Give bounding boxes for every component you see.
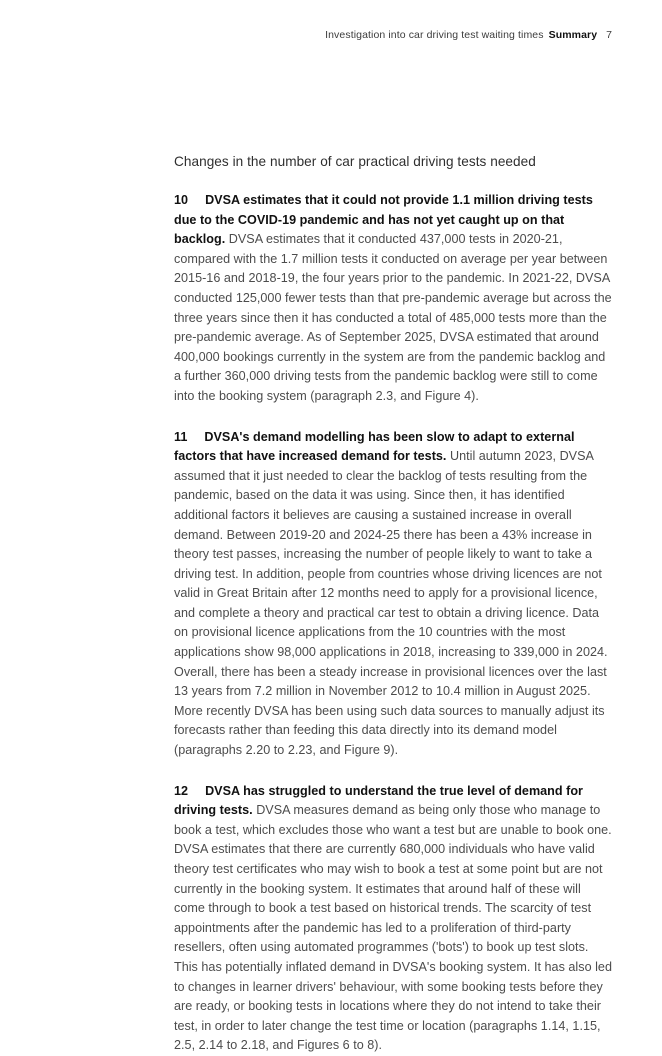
paragraph-number: 12: [174, 783, 189, 798]
page-number: 7: [606, 29, 612, 41]
paragraph-body: DVSA estimates that it conducted 437,000 tests in 2020-21, compared with the 1.7 million tests it conducted on average per year between 2015-16 and 2018-19, the four years prior to the pandemic. In 2021-22, DVSA conducted 125,000 fewer tests than that pre-pandemic average but across the three years since then it has conducted a total of 485,000 tests more than the pre-pandemic average. As of September 2025, DVSA estimated that around 400,000 bookings currently in the system are from the pandemic backlog and a further 360,000 driving tests from the pandemic backlog were still to come into the booking system (paragraph 2.3, and Figure 4).: [174, 232, 612, 403]
paragraph-12: [174, 782, 614, 1056]
paragraph-body: Until autumn 2023, DVSA assumed that it just needed to clear the backlog of tests resulting from the pandemic, based on the data it was using. Since then, it has identified additional factors it believes are causing a sustained increase in overall demand. Between 2019-20 and 2024-25 there has been a 43% increase in theory test passes, increasing the number of people likely to want to take a driving test. In addition, people from countries whose driving licences are not valid in Great Britain after 12 months need to apply for a provisional licence, and complete a theory and practical car test to obtain a driving licence. Data on provisional licence applications from the 10 countries with the most applications show 98,000 applications in 2018, increasing to 339,000 in 2024. Overall, there has been a steady increase in provisional licences over the last 13 years from 7.2 million in November 2012 to 10.4 million in August 2025. More recently DVSA has been using such data sources to manually adjust its forecasts rather than feeding this data directly into its demand model (paragraphs 2.20 to 2.23, and Figure 9).: [174, 449, 608, 758]
page-content: [174, 152, 614, 1056]
running-header-section: Summary: [548, 29, 598, 41]
paragraph-lead: DVSA has struggled to understand the true level of demand for driving tests.: [174, 783, 583, 818]
paragraph-10: [174, 191, 614, 407]
section-heading: Changes in the number of car practical driving tests needed: [174, 154, 536, 169]
paragraph-lead: DVSA's demand modelling has been slow to adapt to external factors that have increased demand for tests.: [174, 429, 575, 464]
paragraph-body: DVSA measures demand as being only those who manage to book a test, which excludes those who want a test but are unable to book one. DVSA estimates that there are currently 680,000 individuals who have valid theory test certificates who may wish to book a test at some point but are not currently in the booking system. It estimates that around half of these will come through to book a test based on historical trends. The scarcity of test appointments after the pandemic has led to a proliferation of third-party resellers, often using automated programmes ('bots') to book up test slots. This has potentially inflated demand in DVSA's booking system. It has also led to changes in learner drivers' behaviour, with some booking tests before they are ready, or booking tests in locations where they do not intend to take their test, in order to later change the test time or location (paragraphs 1.14, 1.15, 2.5, 2.14 to 2.18, and Figures 6 to 8).: [174, 803, 612, 1053]
paragraph-lead: DVSA estimates that it could not provide 1.1 million driving tests due to the COVID-19 pandemic and has not yet caught up on that backlog.: [174, 193, 593, 247]
paragraph-number: 10: [174, 193, 189, 207]
running-header: [50, 28, 612, 42]
paragraph-11: [174, 428, 614, 761]
running-header-publication-title: Investigation into car driving test waiting times: [325, 29, 544, 41]
paragraph-number: 11: [174, 429, 188, 444]
